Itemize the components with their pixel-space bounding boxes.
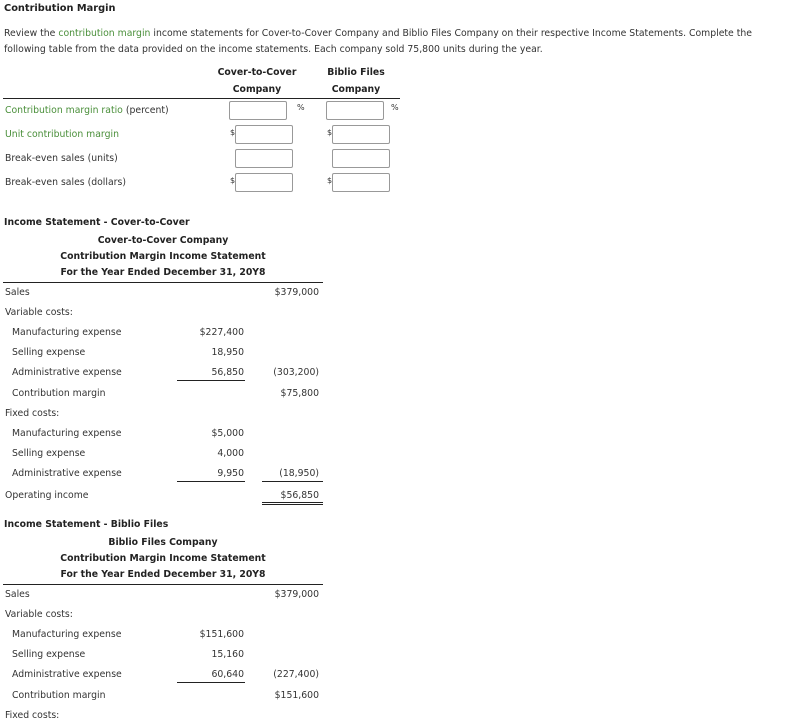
underline [177,481,245,482]
page-title: Contribution Margin [4,3,116,14]
col-header-line: Biblio Files [327,67,385,78]
row-label [5,177,126,188]
row-label-suffix: (percent) [122,105,169,116]
line-item-label: Administrative expense [12,367,122,378]
line-item-label: Manufacturing expense [12,428,122,439]
statement-heading: Cover-to-Cover Company [97,235,229,246]
statement-heading: Biblio Files Company [108,537,218,548]
line-item-amount: $151,600 [199,629,244,640]
dollar-sign: $ [327,176,333,185]
line-item-amount: $227,400 [199,327,244,338]
row-label [5,105,169,116]
line-item-total: $379,000 [274,287,319,298]
row-label-text: Break-even sales (units) [5,153,118,164]
line-item-amount: 4,000 [217,448,244,459]
double-underline [262,504,323,505]
divider [3,584,323,585]
line-item-label: Variable costs: [5,307,73,318]
dollar-sign: $ [230,128,236,137]
line-item-total: $56,850 [280,490,319,501]
line-item-label: Variable costs: [5,609,73,620]
line-item-total: $75,800 [280,388,319,399]
line-item-total: (303,200) [273,367,319,378]
line-item-total: $151,600 [274,690,319,701]
statement-heading: For the Year Ended December 31, 20Y8 [60,569,266,580]
line-item-total: $379,000 [274,589,319,600]
row-label-text: Unit contribution margin [5,129,119,140]
cover-answer-input[interactable] [229,101,287,120]
line-item-label: Administrative expense [12,669,122,680]
intro-text: Review the [4,28,59,39]
col-header-biblio [301,64,411,98]
intro-text-rest: income statements for Cover-to-Cover Company and Biblio Files Company on their respective Income Statements. Complete the following table from the data provided on the income statements. Each company sold 75,800 units during the year. [4,28,752,55]
biblio-answer-input[interactable] [326,101,384,120]
double-underline [262,502,323,503]
line-item-label: Contribution margin [12,690,106,701]
line-item-amount: $5,000 [211,428,244,439]
statement-heading: Contribution Margin Income Statement [60,251,266,262]
row-label [5,153,118,164]
line-item-label: Selling expense [12,347,86,358]
cover-answer-input[interactable] [235,149,293,168]
line-item-label: Fixed costs: [5,408,60,419]
divider [3,98,400,99]
instructions [4,26,784,58]
line-item-amount: 60,640 [211,669,244,680]
line-item-label: Manufacturing expense [12,629,122,640]
biblio-answer-input[interactable] [332,173,390,192]
line-item-total: (18,950) [279,468,319,479]
row-label-text: Contribution margin ratio [5,105,123,116]
percent-sign: % [297,103,305,112]
statement-heading: For the Year Ended December 31, 20Y8 [60,267,266,278]
biblio-answer-input[interactable] [332,125,390,144]
line-item-label: Administrative expense [12,468,122,479]
underline [177,682,245,683]
row-label [5,129,119,140]
underline [177,380,245,381]
col-header-line: Cover-to-Cover [217,67,297,78]
underline [262,481,323,482]
contribution-margin-link[interactable]: contribution margin [58,28,151,39]
line-item-label: Operating income [5,490,89,501]
col-header-line: Company [331,84,381,95]
line-item-label: Selling expense [12,448,86,459]
biblio-answer-input[interactable] [332,149,390,168]
cover-section-title: Income Statement - Cover-to-Cover [4,217,190,228]
line-item-label: Sales [5,589,30,600]
line-item-label: Contribution margin [12,388,106,399]
line-item-label: Selling expense [12,649,86,660]
line-item-total: (227,400) [273,669,319,680]
cover-answer-input[interactable] [235,125,293,144]
col-header-cover [202,64,312,98]
statement-heading: Contribution Margin Income Statement [60,553,266,564]
line-item-label: Manufacturing expense [12,327,122,338]
dollar-sign: $ [230,176,236,185]
line-item-amount: 9,950 [217,468,244,479]
dollar-sign: $ [327,128,333,137]
col-header-line: Company [232,84,282,95]
percent-sign: % [391,103,399,112]
line-item-amount: 15,160 [211,649,244,660]
line-item-label: Sales [5,287,30,298]
cover-answer-input[interactable] [235,173,293,192]
biblio-section-title: Income Statement - Biblio Files [4,519,169,530]
line-item-amount: 18,950 [211,347,244,358]
row-label-text: Break-even sales (dollars) [5,177,126,188]
line-item-label: Fixed costs: [5,710,60,721]
divider [3,282,323,283]
line-item-amount: 56,850 [211,367,244,378]
